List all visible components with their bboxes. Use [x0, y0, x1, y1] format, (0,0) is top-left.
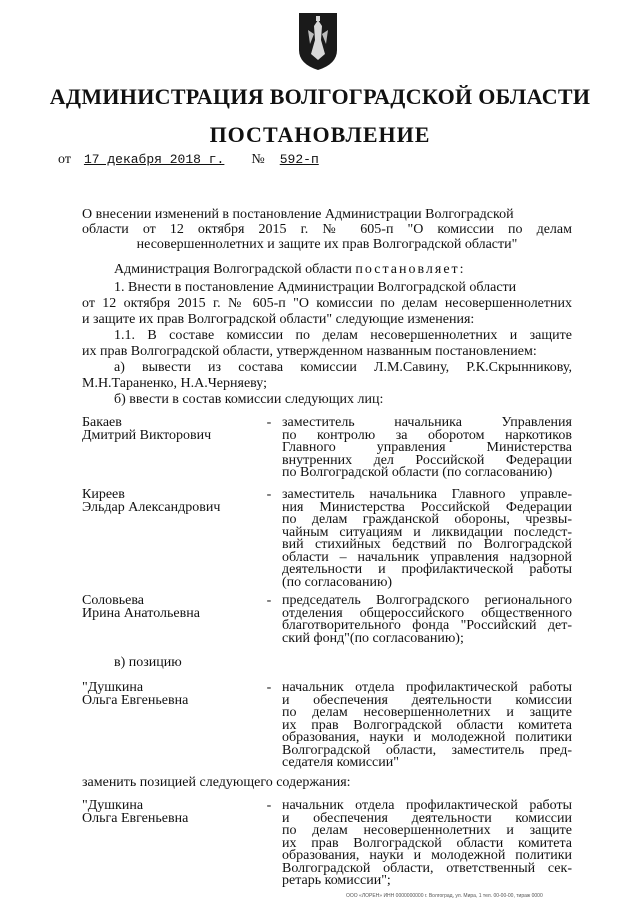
intro-text: Администрация Волгоградской области: [114, 262, 352, 277]
paragraph-line: 1. Внести в постановление Администрации Волгоградской области: [114, 280, 517, 295]
entry-dash: -: [266, 798, 272, 813]
paragraph-1-1: [82, 328, 572, 360]
document-type-title: ПОСТАНОВЛЕНИЕ: [209, 122, 431, 147]
paragraph-line: а) вывести из состава комиссии Л.М.Савину, Р.К.Скрынникову,: [114, 360, 572, 375]
member-name: Киреев Эльдар Александрович: [82, 487, 221, 515]
document-body: [82, 262, 572, 408]
paragraph-b: б) ввести в состав комиссии следующих лиц:: [114, 392, 384, 407]
document-date: 17 декабря 2018 г.: [83, 152, 225, 167]
entry-dash: -: [266, 593, 272, 608]
intro-verb: постановляет:: [355, 262, 466, 277]
member-name: "Душкина Ольга Евгеньевна: [82, 680, 189, 708]
subject-line: О внесении изменений в постановление Администрации Волгоградской: [82, 207, 514, 222]
intro-paragraph: [82, 262, 572, 278]
from-label: от: [58, 152, 71, 167]
member-name: Бакаев Дмитрий Викторович: [82, 415, 212, 443]
document-subject: [82, 207, 572, 252]
member-role: заместитель начальника Управления по контролю за оборотом наркотиков Главного управления Министерства внутренних дел Российской Федерации по Волгоградской области (по согласованию): [282, 415, 572, 480]
member-role: начальник отдела профилактической работы и обеспечения деятельности комиссии по делам несовершеннолетних и защите их прав Волгоградской области комитета образования, науки и молодежной политики Волгоградской области, заместитель пред- седателя комиссии": [282, 680, 572, 770]
paragraph-line: 1.1. В составе комиссии по делам несовершеннолетних и защите: [114, 328, 572, 343]
paragraph-line: их прав Волгоградской области, утвержденном названным постановлением:: [82, 344, 537, 359]
paragraph-v: в) позицию: [114, 655, 182, 670]
print-footer: ООО «ЛОРЕН» ИНН 0000000000 г. Волгоград, ул. Мира, 1 тел. 00-00-00, тираж 0000: [346, 893, 543, 899]
member-name: Соловьева Ирина Анатольевна: [82, 593, 200, 621]
paragraph-line: М.Н.Тараненко, Н.А.Черняеву;: [82, 376, 267, 391]
member-role: заместитель начальника Главного управле- ния Министерства Российской Федерации по делам гражданской обороны, чрезвы- чайным ситуациям и ликвидации последст- вий стихийных бедствий по Волгоградской области – начальник управления надзорной деятельности и профилактической работы (по согласованию): [282, 487, 572, 590]
entry-dash: -: [266, 680, 272, 695]
document-number: 592-п: [279, 152, 319, 167]
subject-line: несовершеннолетних и защите их прав Волгоградской области": [136, 237, 518, 252]
entry-dash: -: [266, 487, 272, 502]
organization-title: АДМИНИСТРАЦИЯ ВОЛГОГРАДСКОЙ ОБЛАСТИ: [49, 84, 591, 109]
paragraph-line: от 12 октября 2015 г. № 605-п "О комиссии по делам несовершеннолетних: [82, 296, 572, 311]
volgograd-coat-of-arms-icon: [296, 10, 340, 72]
member-name: "Душкина Ольга Евгеньевна: [82, 798, 189, 826]
entry-dash: -: [266, 415, 272, 430]
paragraph-1: [82, 280, 572, 328]
subject-line: области от 12 октября 2015 г. № 605-п "О комиссии по делам: [82, 222, 572, 237]
paragraph-a: [82, 360, 572, 392]
paragraph-line: и защите их прав Волгоградской области" следующие изменения:: [82, 312, 475, 327]
member-role: начальник отдела профилактической работы и обеспечения деятельности комиссии по делам несовершеннолетних и защите их прав Волгоградской области комитета образования, науки и молодежной политики Волгоградской области, ответственный сек- ретарь комиссии";: [282, 798, 572, 888]
document-dateline: [58, 152, 319, 168]
replace-paragraph: заменить позицией следующего содержания:: [82, 775, 351, 790]
member-role: председатель Волгоградского регионального отделения общероссийского общественного благотворительного фонда "Российский дет- ский фонд"(по согласованию);: [282, 593, 572, 646]
number-label: №: [251, 152, 265, 167]
